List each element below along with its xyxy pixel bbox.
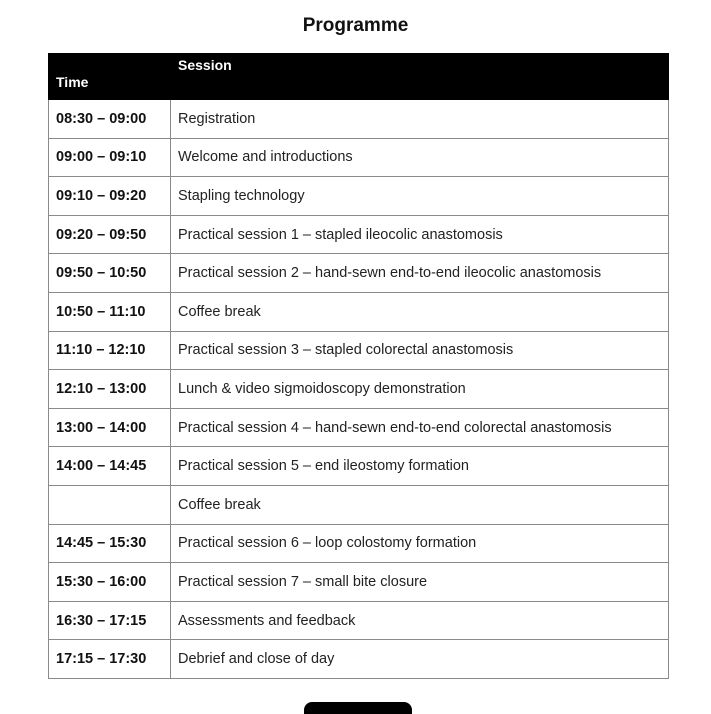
table-row bbox=[49, 485, 669, 524]
table-row bbox=[49, 100, 669, 139]
time-cell: 11:10 – 12:10 bbox=[49, 331, 171, 370]
session-cell: Practical session 7 – small bite closure bbox=[171, 563, 669, 602]
time-cell: 17:15 – 17:30 bbox=[49, 640, 171, 679]
page-title: Programme bbox=[302, 15, 409, 36]
table-row bbox=[49, 370, 669, 409]
time-cell: 10:50 – 11:10 bbox=[49, 292, 171, 331]
table-row bbox=[49, 601, 669, 640]
time-cell: 09:10 – 09:20 bbox=[49, 177, 171, 216]
table-row bbox=[49, 292, 669, 331]
session-cell: Coffee break bbox=[171, 292, 669, 331]
table-row bbox=[49, 331, 669, 370]
table-row bbox=[49, 138, 669, 177]
time-cell: 12:10 – 13:00 bbox=[49, 370, 171, 409]
time-cell: 15:30 – 16:00 bbox=[49, 563, 171, 602]
table-header-row bbox=[49, 54, 669, 100]
time-cell: 09:50 – 10:50 bbox=[49, 254, 171, 293]
time-cell: 08:30 – 09:00 bbox=[49, 100, 171, 139]
session-cell: Practical session 3 – stapled colorectal anastomosis bbox=[171, 331, 669, 370]
table-header bbox=[49, 54, 669, 100]
session-column-header: Session bbox=[171, 54, 669, 100]
table-row bbox=[49, 215, 669, 254]
session-cell: Practical session 6 – loop colostomy formation bbox=[171, 524, 669, 563]
session-cell: Lunch & video sigmoidoscopy demonstration bbox=[171, 370, 669, 409]
table-row bbox=[49, 177, 669, 216]
table-row bbox=[49, 408, 669, 447]
time-cell: 14:00 – 14:45 bbox=[49, 447, 171, 486]
programme-table bbox=[48, 53, 669, 679]
time-cell bbox=[49, 485, 171, 524]
session-cell: Practical session 4 – hand-sewn end-to-end colorectal anastomosis bbox=[171, 408, 669, 447]
table-row bbox=[49, 640, 669, 679]
time-cell: 14:45 – 15:30 bbox=[49, 524, 171, 563]
table-body bbox=[49, 100, 669, 679]
session-cell: Stapling technology bbox=[171, 177, 669, 216]
table-row bbox=[49, 524, 669, 563]
session-cell: Registration bbox=[171, 100, 669, 139]
session-cell: Welcome and introductions bbox=[171, 138, 669, 177]
session-cell: Assessments and feedback bbox=[171, 601, 669, 640]
session-cell: Practical session 1 – stapled ileocolic anastomosis bbox=[171, 215, 669, 254]
session-cell: Practical session 5 – end ileostomy formation bbox=[171, 447, 669, 486]
time-column-header: Time bbox=[49, 54, 171, 100]
time-cell: 13:00 – 14:00 bbox=[49, 408, 171, 447]
table-row bbox=[49, 447, 669, 486]
session-cell: Coffee break bbox=[171, 485, 669, 524]
session-cell: Debrief and close of day bbox=[171, 640, 669, 679]
bottom-tab-handle[interactable] bbox=[304, 702, 412, 714]
table-row bbox=[49, 563, 669, 602]
time-cell: 09:00 – 09:10 bbox=[49, 138, 171, 177]
time-cell: 16:30 – 17:15 bbox=[49, 601, 171, 640]
time-cell: 09:20 – 09:50 bbox=[49, 215, 171, 254]
session-cell: Practical session 2 – hand-sewn end-to-end ileocolic anastomosis bbox=[171, 254, 669, 293]
table-row bbox=[49, 254, 669, 293]
